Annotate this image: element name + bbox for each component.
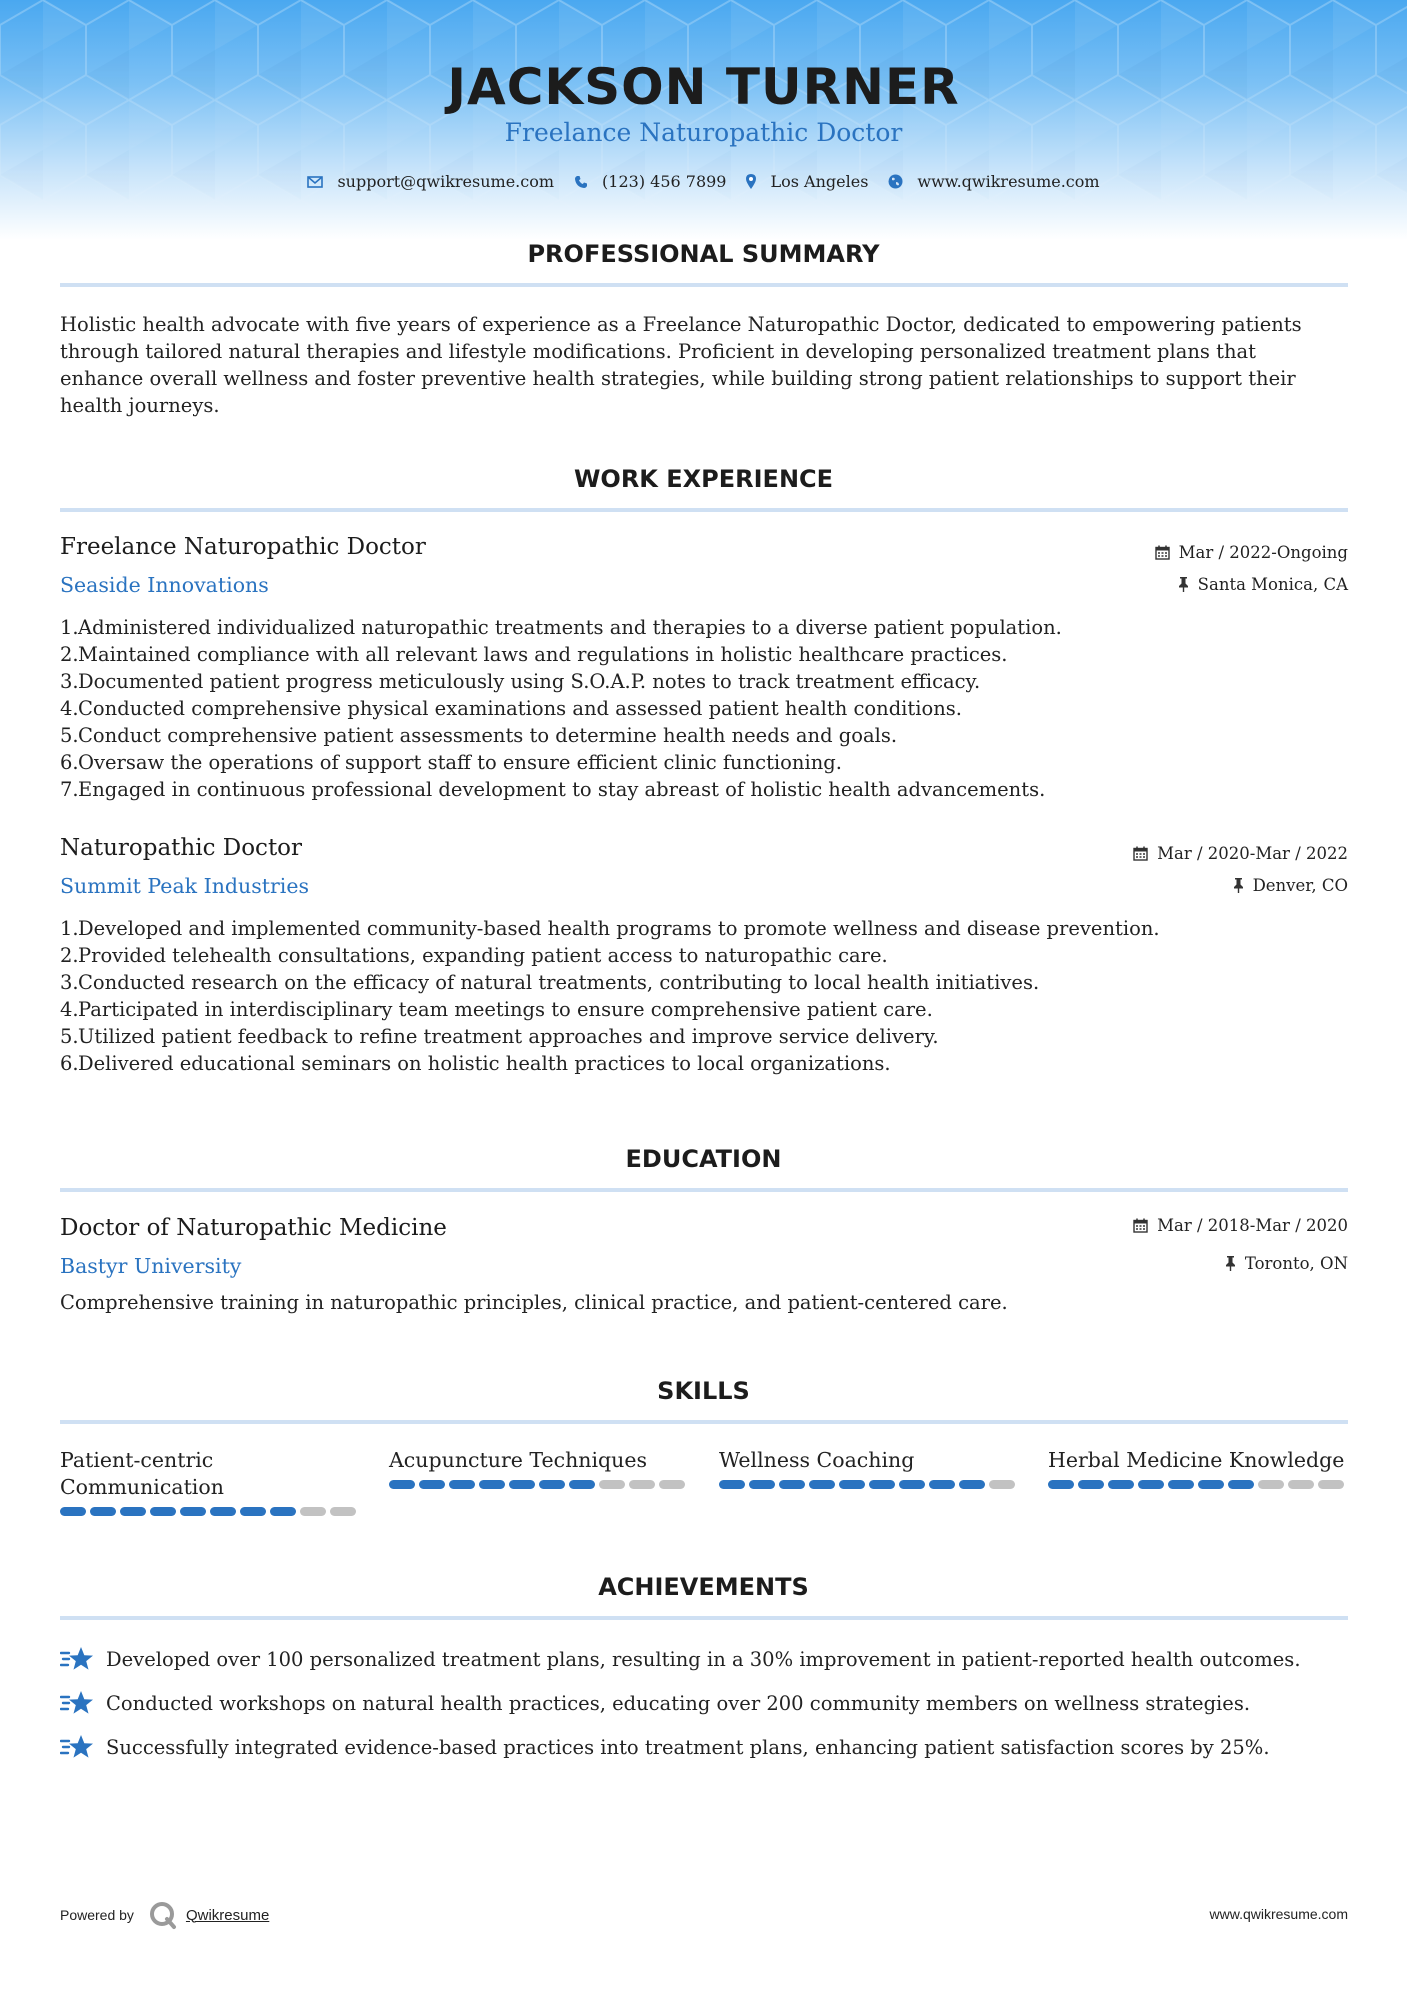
summary-line: enhance overall wellness and foster preventive health strategies, while building strong patient relationships to support their <box>60 367 1296 390</box>
achievement-text: Successfully integrated evidence-based practices into treatment plans, enhancing patient satisfaction scores by 25%. <box>106 1735 1270 1759</box>
bullet-text: Participated in interdisciplinary team meetings to ensure comprehensive patient care. <box>78 998 933 1021</box>
skill-segment-filled <box>899 1480 925 1489</box>
job-company: Summit Peak Industries <box>60 874 309 898</box>
footer-powered-by <box>60 1900 269 1930</box>
list-item: 3. Conducted research on the efficacy of natural treatments, contributing to local health initiatives. <box>60 971 1040 994</box>
job-dates-text: Mar / 2022-Ongoing <box>1178 543 1348 562</box>
education-dates-text: Mar / 2018-Mar / 2020 <box>1157 1216 1348 1235</box>
achievement-text: Conducted workshops on natural health practices, educating over 200 community members on wellness strategies. <box>106 1691 1251 1715</box>
job-bullets <box>60 915 1348 1077</box>
list-item: 1. Developed and implemented community-based health programs to promote wellness and disease prevention. <box>60 917 1160 940</box>
contact-phone[interactable] <box>574 172 726 191</box>
envelope-icon <box>307 176 323 188</box>
skill-item <box>719 1447 1019 1489</box>
skill-segment-filled <box>839 1480 865 1489</box>
phone-icon <box>574 175 588 189</box>
skill-segment-empty <box>629 1480 655 1489</box>
skill-label-line: Communication <box>60 1475 224 1499</box>
skill-segment-filled <box>749 1480 775 1489</box>
skill-segment-filled <box>120 1507 146 1516</box>
skill-segment-filled <box>479 1480 505 1489</box>
skill-segment-filled <box>1198 1480 1224 1489</box>
job-bullets <box>60 614 1348 803</box>
skills-rule <box>60 1420 1348 1424</box>
skill-label <box>60 1447 360 1501</box>
job-title: Naturopathic Doctor <box>60 835 303 861</box>
bullet-text: Documented patient progress meticulously using S.O.A.P. notes to track treatment efficacy. <box>78 670 981 693</box>
education-heading: EDUCATION <box>625 1145 782 1173</box>
skill-segment-filled <box>210 1507 236 1516</box>
job-dates <box>1133 844 1348 863</box>
bullet-text: Conduct comprehensive patient assessments to determine health needs and goals. <box>78 724 898 747</box>
skill-label-line: Herbal Medicine Knowledge <box>1048 1448 1345 1472</box>
skill-segment-filled <box>959 1480 985 1489</box>
powered-by-label: Powered by <box>60 1907 134 1923</box>
list-item: 6. Delivered educational seminars on holistic health practices to local organizations. <box>60 1052 891 1075</box>
list-item: 7. Engaged in continuous professional development to stay abreast of holistic health advancements. <box>60 778 1046 801</box>
bullet-text: Developed and implemented community-based health programs to promote wellness and disease prevention. <box>78 917 1160 940</box>
job-location-text: Denver, CO <box>1252 876 1348 895</box>
skill-segment-filled <box>240 1507 266 1516</box>
skill-label <box>1048 1447 1348 1474</box>
shooting-star-icon <box>60 1689 94 1717</box>
skill-label <box>389 1447 689 1474</box>
skill-segment-filled <box>150 1507 176 1516</box>
skill-segment-empty <box>989 1480 1015 1489</box>
skill-label-line: Wellness Coaching <box>719 1448 915 1472</box>
achievement-item <box>60 1733 1348 1761</box>
skill-item <box>1048 1447 1348 1489</box>
contact-website[interactable] <box>888 172 1099 191</box>
skill-segment-filled <box>1168 1480 1194 1489</box>
experience-heading: WORK EXPERIENCE <box>573 465 834 493</box>
skill-level-bar <box>1048 1480 1348 1489</box>
skill-segment-filled <box>90 1507 116 1516</box>
education-rule <box>60 1188 1348 1192</box>
job-location <box>1233 876 1348 895</box>
skill-segment-filled <box>929 1480 955 1489</box>
shooting-star-icon <box>60 1645 94 1673</box>
skill-segment-filled <box>60 1507 86 1516</box>
list-item: 2. Maintained compliance with all relevant laws and regulations in holistic healthcare practices. <box>60 643 1008 666</box>
skill-label-line: Acupuncture Techniques <box>389 1448 648 1472</box>
achievement-text: Developed over 100 personalized treatment plans, resulting in a 30% improvement in patient-reported health outcomes. <box>106 1647 1301 1671</box>
education-dates <box>1133 1216 1348 1235</box>
job-company: Seaside Innovations <box>60 573 269 597</box>
job-dates-text: Mar / 2020-Mar / 2022 <box>1157 844 1348 863</box>
job-title: Freelance Naturopathic Doctor <box>60 534 426 560</box>
candidate-title: Freelance Naturopathic Doctor <box>504 118 903 147</box>
job-location <box>1178 575 1348 594</box>
skill-level-bar <box>389 1480 689 1489</box>
bullet-text: Engaged in continuous professional development to stay abreast of holistic health advancements. <box>78 778 1046 801</box>
globe-icon <box>888 174 903 189</box>
job-dates <box>1155 543 1348 562</box>
skill-segment-filled <box>869 1480 895 1489</box>
candidate-name: JACKSON TURNER <box>447 58 960 116</box>
degree-title: Doctor of Naturopathic Medicine <box>60 1215 447 1241</box>
skill-level-bar <box>60 1507 360 1516</box>
location-text: Los Angeles <box>770 172 869 191</box>
achievement-item <box>60 1645 1348 1673</box>
skill-segment-empty <box>599 1480 625 1489</box>
skill-label-line: Patient-centric <box>60 1448 214 1472</box>
list-item: 4. Conducted comprehensive physical examinations and assessed patient health conditions. <box>60 697 962 720</box>
list-item: 6. Oversaw the operations of support staff to ensure efficient clinic functioning. <box>60 751 842 774</box>
skill-item <box>60 1447 360 1516</box>
bullet-text: Delivered educational seminars on holistic health practices to local organizations. <box>78 1052 891 1075</box>
list-item: 1. Administered individualized naturopathic treatments and therapies to a diverse patient population. <box>60 616 1062 639</box>
skill-segment-filled <box>1228 1480 1254 1489</box>
contact-email[interactable] <box>307 172 554 191</box>
email-text: support@qwikresume.com <box>337 172 555 191</box>
achievement-item <box>60 1689 1348 1717</box>
skill-level-bar <box>719 1480 1019 1489</box>
contact-bar <box>0 172 1407 191</box>
calendar-icon <box>1133 846 1148 861</box>
skill-segment-filled <box>419 1480 445 1489</box>
skill-label <box>719 1447 1019 1474</box>
pushpin-icon <box>1225 1256 1236 1271</box>
skill-segment-filled <box>270 1507 296 1516</box>
skill-segment-filled <box>1108 1480 1134 1489</box>
skill-item <box>389 1447 689 1489</box>
summary-heading: PROFESSIONAL SUMMARY <box>527 240 880 268</box>
pushpin-icon <box>1233 878 1244 893</box>
calendar-icon <box>1133 1218 1148 1233</box>
skill-segment-empty <box>1258 1480 1284 1489</box>
qwikresume-link[interactable]: Qwikresume <box>185 1906 270 1924</box>
contact-location <box>746 172 868 191</box>
list-item: 4. Participated in interdisciplinary team meetings to ensure comprehensive patient care. <box>60 998 933 1021</box>
bullet-text: Maintained compliance with all relevant laws and regulations in holistic healthcare practices. <box>78 643 1008 666</box>
list-item: 3. Documented patient progress meticulously using S.O.A.P. notes to track treatment efficacy. <box>60 670 981 693</box>
job-location-text: Santa Monica, CA <box>1197 575 1348 594</box>
experience-rule <box>60 508 1348 512</box>
skill-segment-empty <box>659 1480 685 1489</box>
skill-segment-filled <box>389 1480 415 1489</box>
summary-text <box>60 311 1348 419</box>
bullet-text: Utilized patient feedback to refine treatment approaches and improve service delivery. <box>78 1025 939 1048</box>
map-pin-icon <box>746 174 756 189</box>
website-text: www.qwikresume.com <box>917 172 1100 191</box>
skill-segment-empty <box>1288 1480 1314 1489</box>
bullet-text: Provided telehealth consultations, expanding patient access to naturopathic care. <box>78 944 888 967</box>
skill-segment-filled <box>1078 1480 1104 1489</box>
achievements-heading: ACHIEVEMENTS <box>598 1573 809 1601</box>
phone-text: (123) 456 7899 <box>602 172 727 191</box>
skill-segment-filled <box>569 1480 595 1489</box>
summary-line: through tailored natural therapies and lifestyle modifications. Proficient in developing personalized treatment plans that <box>60 340 1256 363</box>
bullet-text: Conducted research on the efficacy of natural treatments, contributing to local health initiatives. <box>78 971 1040 994</box>
skill-segment-empty <box>300 1507 326 1516</box>
skill-segment-filled <box>509 1480 535 1489</box>
skill-segment-filled <box>539 1480 565 1489</box>
education-location-text: Toronto, ON <box>1244 1254 1348 1273</box>
summary-line: health journeys. <box>60 394 220 417</box>
list-item: 5. Conduct comprehensive patient assessments to determine health needs and goals. <box>60 724 898 747</box>
summary-rule <box>60 283 1348 287</box>
bullet-text: Conducted comprehensive physical examinations and assessed patient health conditions. <box>78 697 962 720</box>
skills-heading: SKILLS <box>657 1377 750 1405</box>
skill-segment-filled <box>1048 1480 1074 1489</box>
summary-line: Holistic health advocate with five years of experience as a Freelance Naturopathic Doctor, dedicated to empowering patients <box>60 313 1302 336</box>
skill-segment-empty <box>1318 1480 1344 1489</box>
skill-segment-empty <box>330 1507 356 1516</box>
skill-segment-filled <box>809 1480 835 1489</box>
skill-segment-filled <box>779 1480 805 1489</box>
calendar-icon <box>1155 545 1170 560</box>
qwikresume-logo-icon <box>148 1900 178 1930</box>
shooting-star-icon <box>60 1733 94 1761</box>
achievements-rule <box>60 1616 1348 1620</box>
pushpin-icon <box>1178 577 1189 592</box>
footer-website[interactable]: www.qwikresume.com <box>1209 1906 1348 1922</box>
list-item: 5. Utilized patient feedback to refine treatment approaches and improve service delivery. <box>60 1025 939 1048</box>
skill-segment-filled <box>180 1507 206 1516</box>
skill-segment-filled <box>1138 1480 1164 1489</box>
bullet-text: Oversaw the operations of support staff to ensure efficient clinic functioning. <box>78 751 842 774</box>
education-location <box>1225 1254 1348 1273</box>
list-item: 2. Provided telehealth consultations, expanding patient access to naturopathic care. <box>60 944 888 967</box>
skill-segment-filled <box>449 1480 475 1489</box>
education-description: Comprehensive training in naturopathic principles, clinical practice, and patient-centered care. <box>60 1291 1008 1314</box>
bullet-text: Administered individualized naturopathic treatments and therapies to a diverse patient population. <box>78 616 1062 639</box>
skill-segment-filled <box>719 1480 745 1489</box>
school-name: Bastyr University <box>60 1254 242 1278</box>
